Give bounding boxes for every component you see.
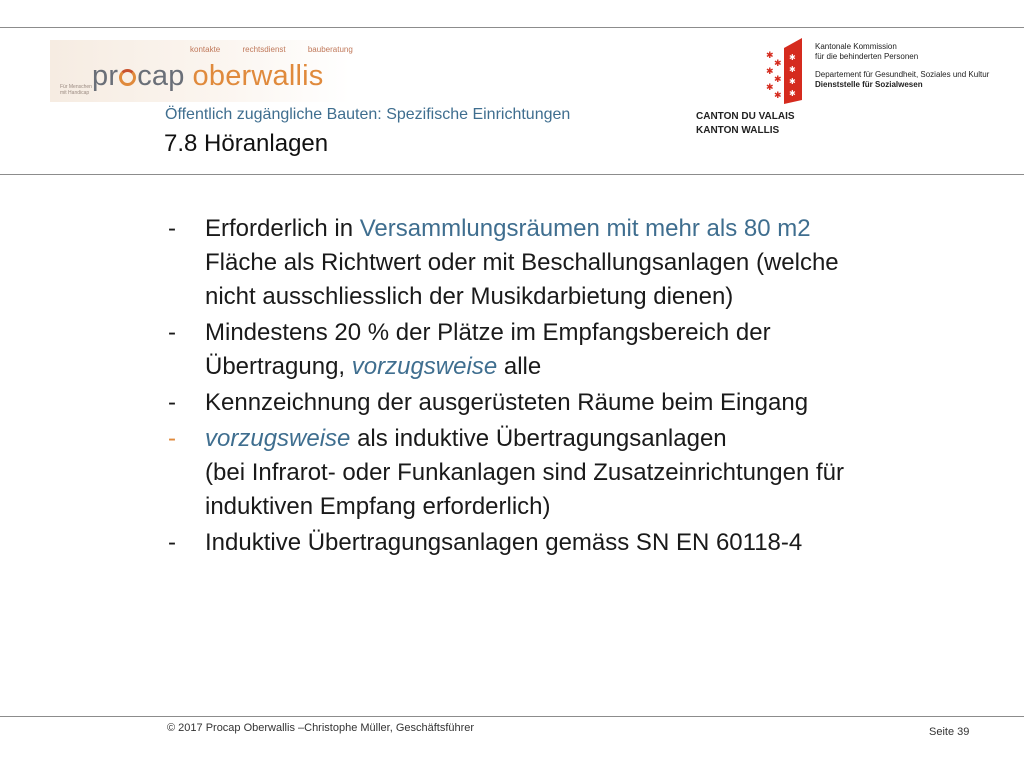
bullet-text: (bei Infrarot- oder Funkanlagen sind Zusatzeinrichtungen für	[205, 459, 845, 486]
bullet-dash: -	[168, 215, 176, 242]
bullet-text: Mindestens 20 % der Plätze im Empfangsbereich der	[205, 319, 771, 346]
bullet-dash: -	[168, 425, 176, 452]
bullet-item	[168, 316, 988, 384]
bullet-text: alle	[497, 353, 542, 380]
bullet-text: nicht ausschliesslich der Musikdarbietung dienen)	[205, 283, 734, 310]
logo-tag: kontakte	[190, 45, 221, 54]
logo-brand-part: cap	[137, 60, 185, 92]
canton-name-line: CANTON DU VALAIS	[696, 111, 795, 122]
bullet-item	[168, 422, 988, 524]
svg-text:✱: ✱	[774, 59, 782, 69]
bullet-text: Übertragung,	[205, 353, 352, 380]
logo-wordmark	[92, 60, 324, 93]
footer-divider	[0, 716, 1024, 717]
svg-text:✱: ✱	[789, 77, 796, 86]
logo-tags	[190, 45, 373, 54]
logo-brand-part: pr	[92, 60, 119, 92]
logo-o-ring-icon	[119, 69, 136, 86]
bullet-dash: -	[168, 389, 176, 416]
canton-valais-flag-icon	[762, 38, 810, 104]
svg-text:✱: ✱	[789, 53, 796, 62]
svg-text:✱: ✱	[789, 65, 796, 74]
canton-text-line: für die behinderten Personen	[815, 52, 919, 61]
procap-logo	[50, 40, 370, 110]
bullet-text: als induktive Übertragungsanlagen	[350, 425, 727, 452]
bullet-item	[168, 386, 988, 420]
bullet-dash: -	[168, 319, 176, 346]
slide-subtitle: Öffentlich zugängliche Bauten: Spezifische Einrichtungen	[165, 106, 571, 123]
svg-text:✱: ✱	[766, 51, 774, 61]
bullet-item	[168, 526, 988, 560]
canton-logo	[690, 38, 990, 158]
canton-name	[696, 110, 795, 138]
bullet-text: Erforderlich in	[205, 215, 360, 242]
logo-tag: bauberatung	[307, 45, 353, 54]
bullet-list	[168, 212, 988, 562]
bullet-emphasis: vorzugsweise	[205, 425, 351, 452]
header-divider	[0, 174, 1024, 175]
svg-text:✱: ✱	[774, 91, 782, 101]
canton-text-line: Dienststelle für Sozialwesen	[815, 80, 923, 89]
logo-small-line: Für Menschen	[60, 84, 92, 90]
canton-text-line: Departement für Gesundheit, Soziales und Kultur	[815, 70, 990, 79]
canton-department-text	[815, 42, 989, 90]
bullet-item	[168, 212, 988, 314]
page-number: Seite 39	[929, 726, 970, 738]
svg-text:✱: ✱	[766, 83, 774, 93]
bullet-emphasis: vorzugsweise	[351, 353, 498, 380]
svg-text:✱: ✱	[774, 75, 782, 85]
logo-small-line: mit Handicap	[60, 90, 90, 96]
bullet-text: Induktive Übertragungsanlagen gemäss SN EN 60118-4	[205, 529, 803, 556]
bullet-text: induktiven Empfang erforderlich)	[205, 493, 551, 520]
svg-text:✱: ✱	[766, 67, 774, 77]
canton-text-line: Kantonale Kommission	[815, 42, 897, 51]
canton-name-line: KANTON WALLIS	[696, 125, 780, 136]
bullet-highlight: Versammlungsräumen mit mehr als 80 m2	[359, 215, 811, 242]
bullet-dash: -	[168, 529, 176, 556]
svg-text:✱: ✱	[789, 89, 796, 98]
bullet-text: Fläche als Richtwert oder mit Beschallungsanlagen (welche	[205, 249, 839, 276]
top-divider	[0, 27, 1024, 28]
logo-tag: rechtsdienst	[242, 45, 286, 54]
slide-title: 7.8 Höranlagen	[164, 130, 329, 157]
logo-brand-region: oberwallis	[192, 60, 324, 92]
logo-small-text	[60, 84, 92, 96]
footer-copyright: © 2017 Procap Oberwallis –Christophe Müller, Geschäftsführer	[167, 722, 475, 734]
bullet-text: Kennzeichnung der ausgerüsteten Räume beim Eingang	[205, 389, 809, 416]
